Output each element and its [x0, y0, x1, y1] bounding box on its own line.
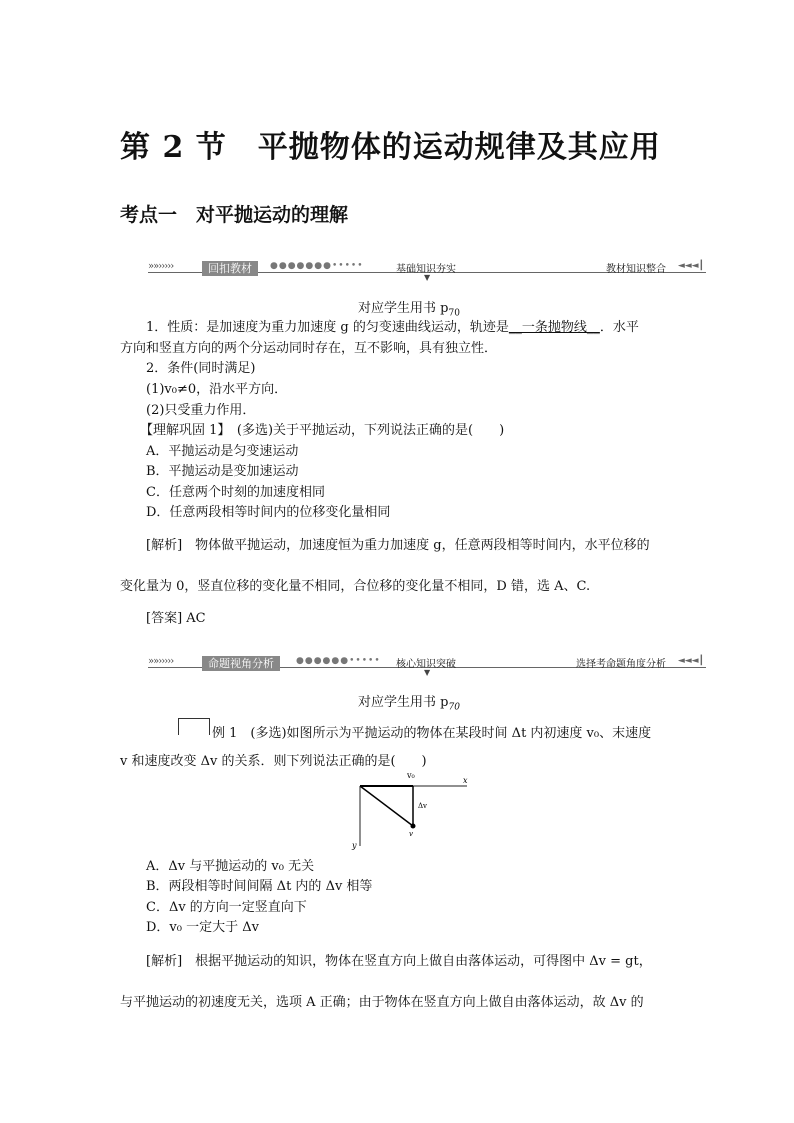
dv-label: Δv [418, 802, 428, 810]
option: B．两段相等时间间隔 Δt 内的 Δv 相等 [146, 879, 373, 894]
example-text: v 和速度改变 Δv 的关系．则下列说法正确的是( ) [120, 754, 427, 769]
tip-point [411, 824, 416, 829]
textbook-ref: 对应学生用书 $p_{70}$ [358, 695, 460, 713]
band-tag: 命题视角分析 [202, 656, 280, 671]
analysis: [解析] 物体做平抛运动，加速度恒为重力加速度 g，任意两段相等时间内，水平位移的 [146, 538, 650, 553]
v0-label: v₀ [407, 771, 415, 780]
textbook-ref: 对应学生用书 $p_{70}$ [358, 301, 460, 319]
answer: [答案] AC [146, 611, 206, 626]
section-heading: 考点一 对平抛运动的理解 [120, 204, 349, 226]
section-band-1 [148, 261, 706, 282]
option: A．平抛运动是匀变速运动 [146, 444, 299, 459]
arrow-decoration-icon: »»››››› [148, 261, 174, 272]
dots-decoration-icon: ●●●●●●●••••• [270, 261, 364, 271]
y-label: y [352, 841, 357, 850]
analysis: 变化量为 0，竖直位移的变化量不相同，合位移的变化量不相同，D 错，选 A、C. [120, 579, 591, 594]
dots-decoration-icon: ●●●●●●••••• [296, 656, 381, 666]
arrow-decoration-icon: »»››››› [148, 656, 174, 667]
band-right-label: 教材知识整合 [606, 264, 666, 275]
paragraph: 方向和竖直方向的两个分运动同时存在，互不影响，具有独立性． [120, 341, 498, 356]
analysis: [解析] 根据平抛运动的知识，物体在竖直方向上做自由落体运动，可得图中 Δv = gt， [146, 954, 652, 969]
triangle-down-icon: ▼ [424, 273, 431, 282]
question: 【理解巩固 1】 (多选)关于平抛运动，下列说法正确的是( ) [140, 423, 505, 438]
option: A．Δv 与平抛运动的 v₀ 无关 [146, 859, 315, 874]
band-mid-label: 基础知识夯实 [396, 264, 456, 275]
paragraph: 2．条件(同时满足) [146, 361, 256, 376]
option: D．任意两段相等时间内的位移变化量相同 [146, 505, 391, 520]
paragraph: (1)v₀≠0，沿水平方向． [146, 382, 288, 397]
v-vector [360, 786, 413, 826]
triangle-down-icon: ▼ [424, 668, 431, 677]
v-label: v [409, 830, 413, 838]
band-right-label: 选择考命题角度分析 [576, 659, 666, 670]
answer-blank: __一条抛物线__ [508, 320, 600, 335]
band-tag: 回扣教材 [202, 261, 258, 276]
section-band-2 [148, 656, 706, 677]
example-box [178, 718, 210, 735]
option: C．任意两个时刻的加速度相同 [146, 485, 325, 500]
x-label: x [463, 776, 468, 785]
option: D．v₀ 一定大于 Δv [146, 920, 259, 935]
analysis: 与平抛运动的初速度无关，选项 A 正确；由于物体在竖直方向上做自由落体运动，故 Δv 的 [120, 995, 644, 1010]
example-text: 例 1 (多选)如图所示为平抛运动的物体在某段时间 Δt 内初速度 v₀、末速度 [212, 726, 652, 741]
paragraph: 1．性质：是加速度为重力加速度 g 的匀变速曲线运动，轨迹是__一条抛物线__．水平 [146, 320, 639, 335]
velocity-diagram [345, 768, 475, 850]
arrow-left-icon: ◄◄◄┃ [677, 656, 704, 666]
paragraph: (2)只受重力作用． [146, 403, 256, 418]
band-mid-label: 核心知识突破 [396, 659, 456, 670]
page-title: 第 2 节 平抛物体的运动规律及其应用 [120, 130, 661, 165]
arrow-left-icon: ◄◄◄┃ [677, 261, 704, 271]
option: B．平抛运动是变加速运动 [146, 464, 299, 479]
option: C．Δv 的方向一定竖直向下 [146, 900, 307, 915]
